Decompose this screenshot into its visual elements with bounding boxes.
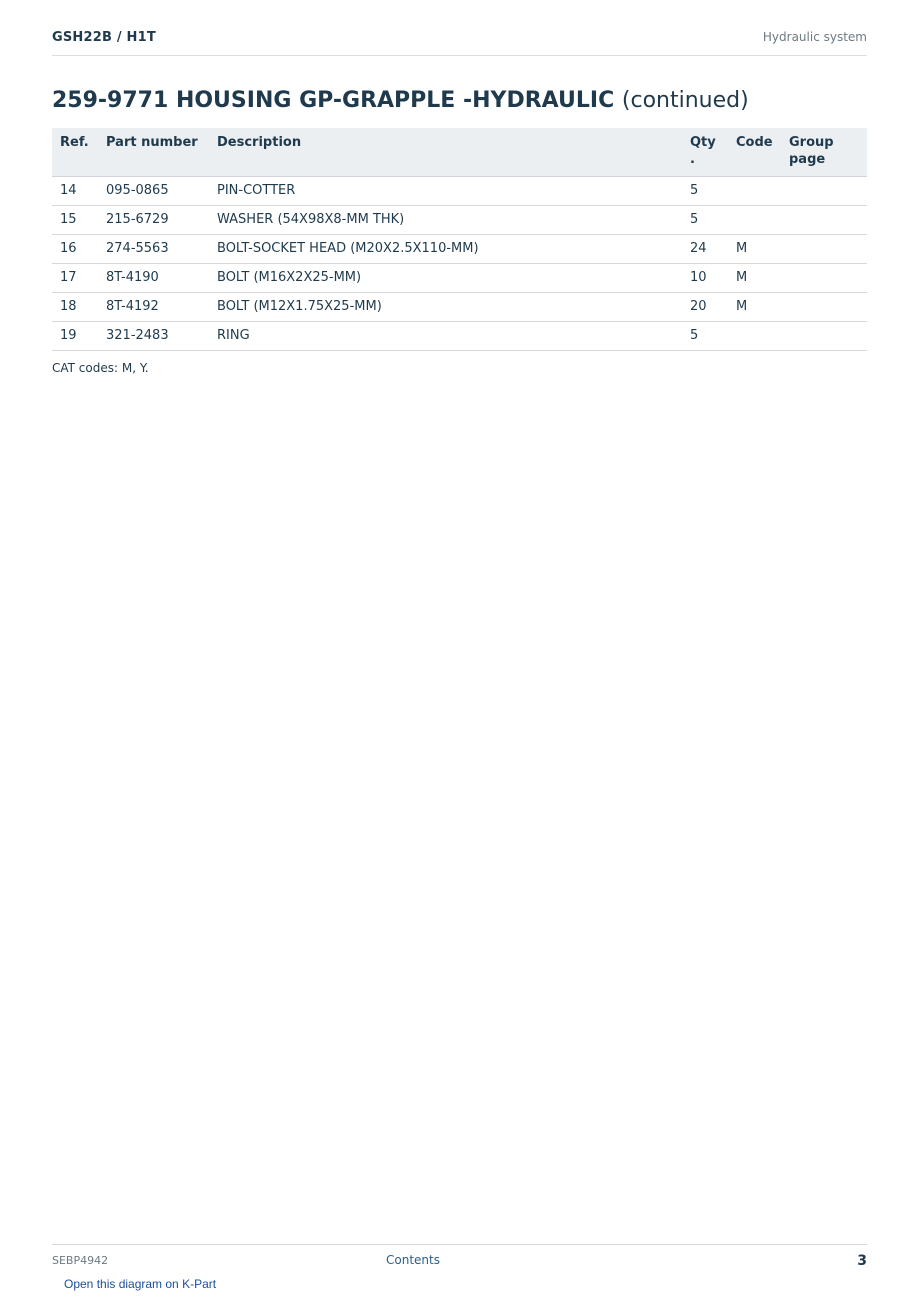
cell-description: RING (209, 322, 682, 351)
column-header-description: Description (209, 128, 682, 177)
column-header-qty-line1: Qty (690, 135, 716, 150)
cell-group-page (781, 264, 867, 293)
cell-qty: 20 (682, 293, 728, 322)
document-id: GSH22B / H1T (52, 30, 156, 45)
cell-part-number: 8T-4190 (98, 264, 209, 293)
cell-description: PIN-COTTER (209, 177, 682, 206)
cell-ref: 19 (52, 322, 98, 351)
cell-description: BOLT-SOCKET HEAD (M20X2.5X110-MM) (209, 235, 682, 264)
contents-link[interactable]: Contents (386, 1253, 440, 1267)
cell-ref: 18 (52, 293, 98, 322)
cell-part-number: 321-2483 (98, 322, 209, 351)
table-row (52, 264, 867, 293)
section-name: Hydraulic system (762, 30, 867, 44)
cell-code: M (728, 264, 781, 293)
cell-group-page (781, 177, 867, 206)
cell-ref: 16 (52, 235, 98, 264)
page-header (52, 28, 867, 56)
table-row (52, 322, 867, 351)
cell-code: M (728, 235, 781, 264)
cell-group-page (781, 322, 867, 351)
page-title-suffix: (continued) (621, 88, 749, 113)
column-header-group-line2: page (789, 152, 826, 167)
cell-qty: 5 (682, 206, 728, 235)
table-row (52, 206, 867, 235)
table-row (52, 293, 867, 322)
cell-qty: 5 (682, 177, 728, 206)
cell-part-number: 8T-4192 (98, 293, 209, 322)
document-number: SEBP4942 (52, 1254, 109, 1267)
cell-qty: 10 (682, 264, 728, 293)
cell-group-page (781, 206, 867, 235)
cell-group-page (781, 293, 867, 322)
cell-description: WASHER (54X98X8-MM THK) (209, 206, 682, 235)
column-header-qty (682, 128, 728, 177)
cell-part-number: 095-0865 (98, 177, 209, 206)
column-header-part-number: Part number (98, 128, 209, 177)
parts-table (52, 128, 867, 351)
column-header-group-line1: Group (789, 135, 834, 150)
cell-ref: 15 (52, 206, 98, 235)
cell-description: BOLT (M12X1.75X25-MM) (209, 293, 682, 322)
open-in-kpart-link[interactable]: Open this diagram on K-Part (64, 1277, 217, 1291)
table-header-row (52, 128, 867, 177)
table-row (52, 235, 867, 264)
cell-part-number: 215-6729 (98, 206, 209, 235)
cell-group-page (781, 235, 867, 264)
cell-qty: 5 (682, 322, 728, 351)
table-row (52, 177, 867, 206)
cell-code (728, 206, 781, 235)
page-footer (52, 1244, 867, 1275)
cell-code (728, 177, 781, 206)
cell-ref: 14 (52, 177, 98, 206)
column-header-ref: Ref. (52, 128, 98, 177)
cell-description: BOLT (M16X2X25-MM) (209, 264, 682, 293)
cell-part-number: 274-5563 (98, 235, 209, 264)
column-header-code: Code (728, 128, 781, 177)
page-title-main: 259-9771 HOUSING GP-GRAPPLE -HYDRAULIC (52, 88, 615, 113)
cell-code (728, 322, 781, 351)
cell-code: M (728, 293, 781, 322)
cat-codes-note: CAT codes: M, Y. (52, 361, 149, 375)
page-number: 3 (857, 1253, 867, 1269)
cell-ref: 17 (52, 264, 98, 293)
column-header-group-page (781, 128, 867, 177)
page-title (52, 88, 749, 113)
cell-qty: 24 (682, 235, 728, 264)
column-header-qty-line2: . (690, 152, 695, 167)
